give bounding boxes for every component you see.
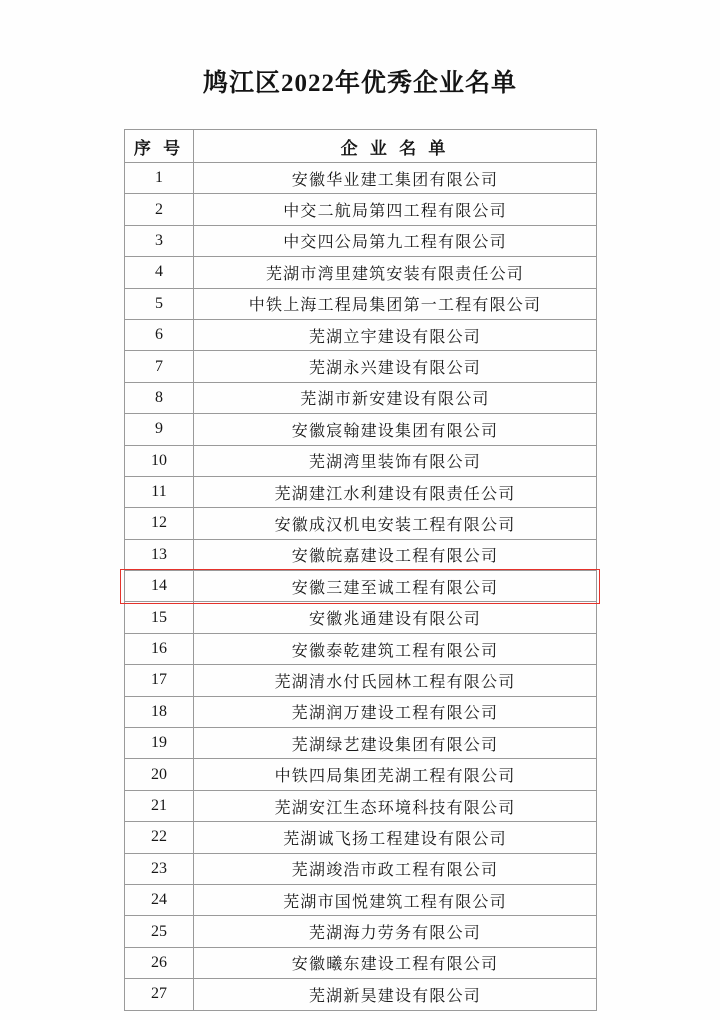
cell-company-name: 安徽兆通建设有限公司 [194, 602, 597, 633]
table-row [125, 790, 597, 821]
cell-number: 18 [125, 696, 194, 727]
cell-company-name: 芜湖永兴建设有限公司 [194, 351, 597, 382]
table-row [125, 163, 597, 194]
table-row [125, 382, 597, 413]
table-row [125, 414, 597, 445]
cell-number: 25 [125, 916, 194, 947]
table-row [125, 508, 597, 539]
table-row [125, 571, 597, 602]
cell-number: 11 [125, 476, 194, 507]
cell-number: 13 [125, 539, 194, 570]
cell-company-name: 安徽华业建工集团有限公司 [194, 163, 597, 194]
table-row [125, 696, 597, 727]
cell-company-name: 芜湖市湾里建筑安装有限责任公司 [194, 257, 597, 288]
cell-number: 14 [125, 571, 194, 602]
cell-number: 27 [125, 979, 194, 1010]
cell-number: 24 [125, 884, 194, 915]
cell-company-name: 中铁上海工程局集团第一工程有限公司 [194, 288, 597, 319]
page-title: 鸠江区2022年优秀企业名单 [202, 70, 517, 97]
cell-number: 19 [125, 728, 194, 759]
cell-number: 2 [125, 194, 194, 225]
cell-number: 26 [125, 947, 194, 978]
cell-company-name: 芜湖新昊建设有限公司 [194, 979, 597, 1010]
table-row [125, 194, 597, 225]
cell-number: 15 [125, 602, 194, 633]
table-body [125, 163, 597, 1011]
table-row [125, 916, 597, 947]
cell-company-name: 芜湖市新安建设有限公司 [194, 382, 597, 413]
table-row [125, 884, 597, 915]
table-row [125, 445, 597, 476]
company-list-table-wrapper [124, 129, 596, 1011]
cell-company-name: 芜湖建江水利建设有限责任公司 [194, 476, 597, 507]
cell-company-name: 安徽三建至诚工程有限公司 [194, 571, 597, 602]
table-row [125, 476, 597, 507]
table-row [125, 665, 597, 696]
table-header-row [125, 130, 597, 163]
table-row [125, 602, 597, 633]
cell-company-name: 芜湖清水付氏园林工程有限公司 [194, 665, 597, 696]
cell-company-name: 芜湖立宇建设有限公司 [194, 319, 597, 350]
cell-company-name: 芜湖湾里装饰有限公司 [194, 445, 597, 476]
table-row [125, 633, 597, 664]
table-row [125, 853, 597, 884]
table-row [125, 539, 597, 570]
cell-company-name: 安徽泰乾建筑工程有限公司 [194, 633, 597, 664]
cell-company-name: 中铁四局集团芜湖工程有限公司 [194, 759, 597, 790]
table-row [125, 947, 597, 978]
column-header-company: 企 业 名 单 [194, 130, 597, 163]
table-row [125, 351, 597, 382]
table-row [125, 822, 597, 853]
cell-number: 23 [125, 853, 194, 884]
cell-number: 17 [125, 665, 194, 696]
cell-number: 5 [125, 288, 194, 319]
cell-number: 12 [125, 508, 194, 539]
cell-number: 7 [125, 351, 194, 382]
cell-company-name: 芜湖竣浩市政工程有限公司 [194, 853, 597, 884]
cell-number: 20 [125, 759, 194, 790]
table-row [125, 728, 597, 759]
cell-company-name: 芜湖润万建设工程有限公司 [194, 696, 597, 727]
cell-number: 22 [125, 822, 194, 853]
company-list-table [124, 129, 597, 1011]
column-header-number: 序 号 [125, 130, 194, 163]
cell-number: 6 [125, 319, 194, 350]
cell-number: 9 [125, 414, 194, 445]
cell-company-name: 安徽宸翰建设集团有限公司 [194, 414, 597, 445]
cell-company-name: 芜湖海力劳务有限公司 [194, 916, 597, 947]
cell-company-name: 安徽皖嘉建设工程有限公司 [194, 539, 597, 570]
cell-company-name: 芜湖安江生态环境科技有限公司 [194, 790, 597, 821]
cell-company-name: 安徽曦东建设工程有限公司 [194, 947, 597, 978]
cell-number: 16 [125, 633, 194, 664]
cell-company-name: 芜湖市国悦建筑工程有限公司 [194, 884, 597, 915]
table-header [125, 130, 597, 163]
cell-number: 21 [125, 790, 194, 821]
table-row [125, 288, 597, 319]
cell-number: 10 [125, 445, 194, 476]
table-row [125, 319, 597, 350]
cell-number: 1 [125, 163, 194, 194]
cell-company-name: 中交二航局第四工程有限公司 [194, 194, 597, 225]
table-row [125, 759, 597, 790]
table-row [125, 979, 597, 1010]
cell-company-name: 芜湖诚飞扬工程建设有限公司 [194, 822, 597, 853]
cell-number: 8 [125, 382, 194, 413]
cell-company-name: 安徽成汉机电安装工程有限公司 [194, 508, 597, 539]
cell-number: 4 [125, 257, 194, 288]
cell-company-name: 中交四公局第九工程有限公司 [194, 225, 597, 256]
table-row [125, 225, 597, 256]
cell-number: 3 [125, 225, 194, 256]
table-row [125, 257, 597, 288]
cell-company-name: 芜湖绿艺建设集团有限公司 [194, 728, 597, 759]
